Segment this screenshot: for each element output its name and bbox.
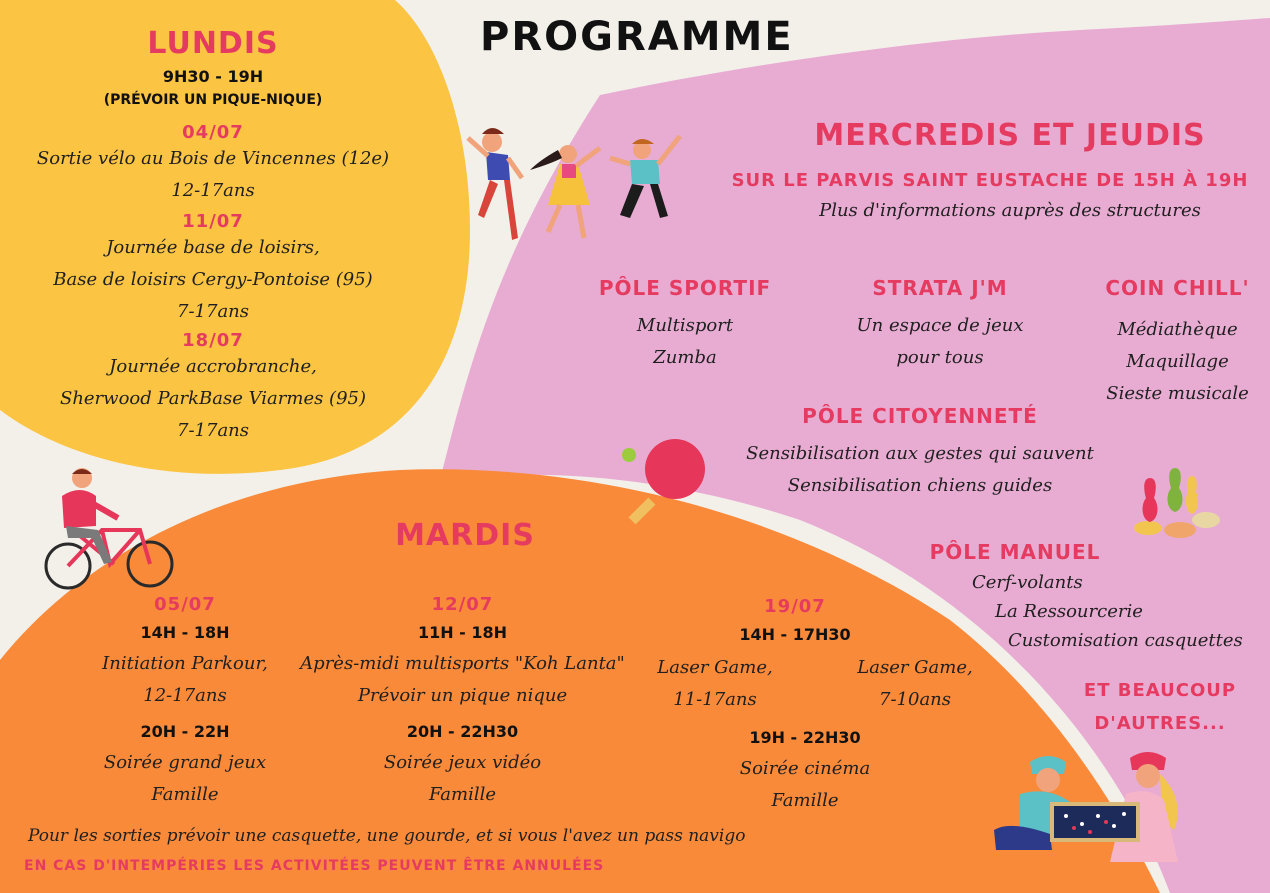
lundis-event-3-line-3: 7-17ans xyxy=(177,420,249,441)
coin-chill xyxy=(1090,276,1265,410)
mardis-day-3-act-1b xyxy=(840,652,990,716)
mardis-day-2-act-1-line-2: Prévoir un pique nique xyxy=(357,685,568,706)
more-line-2: D'AUTRES... xyxy=(1094,713,1226,734)
lundis-hours: 9H30 - 19H xyxy=(162,67,264,86)
more-line-1: ET BEAUCOUP xyxy=(1083,680,1237,701)
mercredis-info: Plus d'informations auprès des structures xyxy=(819,200,1201,221)
pole-citoyennete xyxy=(720,404,1120,502)
lundis-event-3-line-1: Journée accrobranche, xyxy=(109,356,317,377)
pole-sportif xyxy=(590,276,780,374)
lundis-section xyxy=(0,26,426,447)
pole-manuel-item-2: La Ressourcerie xyxy=(995,601,1143,622)
mardis-day-2-time-1: 11H - 18H xyxy=(417,623,508,642)
pole-citoyennete-item-2: Sensibilisation chiens guides xyxy=(787,475,1053,496)
coin-chill-item-3: Sieste musicale xyxy=(1106,383,1249,404)
mardis-day-3 xyxy=(650,596,970,644)
mardis-day-2-act-2-line-2: Famille xyxy=(429,784,496,805)
mardis-day-2-act-2-line-1: Soirée jeux vidéo xyxy=(383,752,542,773)
lundis-event-1-line-1: Sortie vélo au Bois de Vincennes (12e) xyxy=(36,148,390,169)
mardis-day-3-act-2-line-2: Famille xyxy=(771,790,839,811)
lundis-event-2-line-1: Journée base de loisirs, xyxy=(106,237,320,258)
pole-sportif-item-2: Zumba xyxy=(653,347,717,368)
mardis-day-1-time-2: 20H - 22H xyxy=(140,722,230,741)
pole-citoyennete-item-1: Sensibilisation aux gestes qui sauvent xyxy=(746,443,1094,464)
dancing-people-illustration xyxy=(460,120,690,260)
mardis-day-3-date: 19/07 xyxy=(764,596,826,617)
lundis-date-3: 18/07 xyxy=(182,330,244,351)
mardis-heading: MARDIS xyxy=(395,518,535,553)
lundis-event-2-line-3: 7-17ans xyxy=(177,301,249,322)
mardis-day-3-act-1a-line-2: 11-17ans xyxy=(673,689,757,710)
pole-manuel-item-3: Customisation casquettes xyxy=(1008,630,1243,651)
mercredis-heading: MERCREDIS ET JEUDIS xyxy=(814,118,1206,153)
coin-chill-item-2: Maquillage xyxy=(1126,351,1229,372)
page-title: PROGRAMME xyxy=(480,14,794,60)
lundis-note: (PRÉVOIR UN PIQUE-NIQUE) xyxy=(103,92,323,108)
kids-board-game-illustration xyxy=(990,750,1210,880)
mardis-day-3-act-1a xyxy=(650,652,780,716)
et-beaucoup-dautres xyxy=(1070,680,1250,734)
pole-manuel-title: PÔLE MANUEL xyxy=(929,540,1101,564)
mardis-day-3-time-1: 14H - 17H30 xyxy=(739,625,851,644)
mercredis-subheading: SUR LE PARVIS SAINT EUSTACHE DE 15H À 19H xyxy=(731,170,1249,191)
mardis-day-1-time-1: 14H - 18H xyxy=(140,623,230,642)
coin-chill-title: COIN CHILL' xyxy=(1105,276,1250,300)
mardis-day-1-date: 05/07 xyxy=(154,594,216,615)
mardis-day-1-act-2-line-1: Soirée grand jeux xyxy=(103,752,267,773)
pole-sportif-title: PÔLE SPORTIF xyxy=(598,276,772,300)
footer-note: Pour les sorties prévoir une casquette, une gourde, et si vous l'avez un pass navigo xyxy=(28,826,746,846)
mardis-day-2 xyxy=(290,594,635,811)
pole-sportif-item-1: Multisport xyxy=(636,315,734,336)
lundis-event-3-line-2: Sherwood ParkBase Viarmes (95) xyxy=(59,388,367,409)
mardis-day-3-time-2: 19H - 22H30 xyxy=(749,728,861,747)
mardis-day-1 xyxy=(80,594,290,811)
footer-warning: EN CAS D'INTEMPÉRIES LES ACTIVITÉES PEUVENT ÊTRE ANNULÉES xyxy=(24,858,605,874)
lundis-event-1-line-2: 12-17ans xyxy=(171,180,255,201)
cyclist-illustration xyxy=(40,466,180,596)
mardis-day-1-act-2-line-2: Famille xyxy=(151,784,219,805)
pole-citoyennete-title: PÔLE CITOYENNETÉ xyxy=(802,404,1038,428)
mardis-day-2-date: 12/07 xyxy=(431,594,494,615)
lundis-heading: LUNDIS xyxy=(147,26,279,61)
mardis-day-3-act-1b-line-2: 7-10ans xyxy=(879,689,951,710)
mardis-day-3-act-2-line-1: Soirée cinéma xyxy=(739,758,871,779)
strata-jm-item-1: Un espace de jeux xyxy=(856,315,1024,336)
mardis-day-1-act-1-line-1: Initiation Parkour, xyxy=(102,653,268,674)
coin-chill-item-1: Médiathèque xyxy=(1117,319,1238,340)
mardis-day-2-act-1-line-1: Après-midi multisports "Koh Lanta" xyxy=(300,653,625,674)
lundis-date-2: 11/07 xyxy=(182,211,244,232)
board-game-pieces-icon xyxy=(1130,458,1230,553)
mardis-day-3-evening xyxy=(700,728,910,817)
mardis-day-2-time-2: 20H - 22H30 xyxy=(406,722,519,741)
strata-jm xyxy=(840,276,1040,374)
pole-manuel xyxy=(925,540,1105,564)
mardis-day-1-act-1-line-2: 12-17ans xyxy=(143,685,227,706)
mardis-day-3-act-1a-line-1: Laser Game, xyxy=(657,657,773,678)
strata-jm-item-2: pour tous xyxy=(896,347,984,368)
ping-pong-paddle-icon xyxy=(615,435,715,525)
pole-manuel-item-1: Cerf-volants xyxy=(972,572,1083,593)
mardis-day-3-act-1b-line-1: Laser Game, xyxy=(857,657,973,678)
lundis-date-1: 04/07 xyxy=(182,122,244,143)
strata-jm-title: STRATA J'M xyxy=(872,276,1008,300)
lundis-event-2-line-2: Base de loisirs Cergy-Pontoise (95) xyxy=(53,269,373,290)
